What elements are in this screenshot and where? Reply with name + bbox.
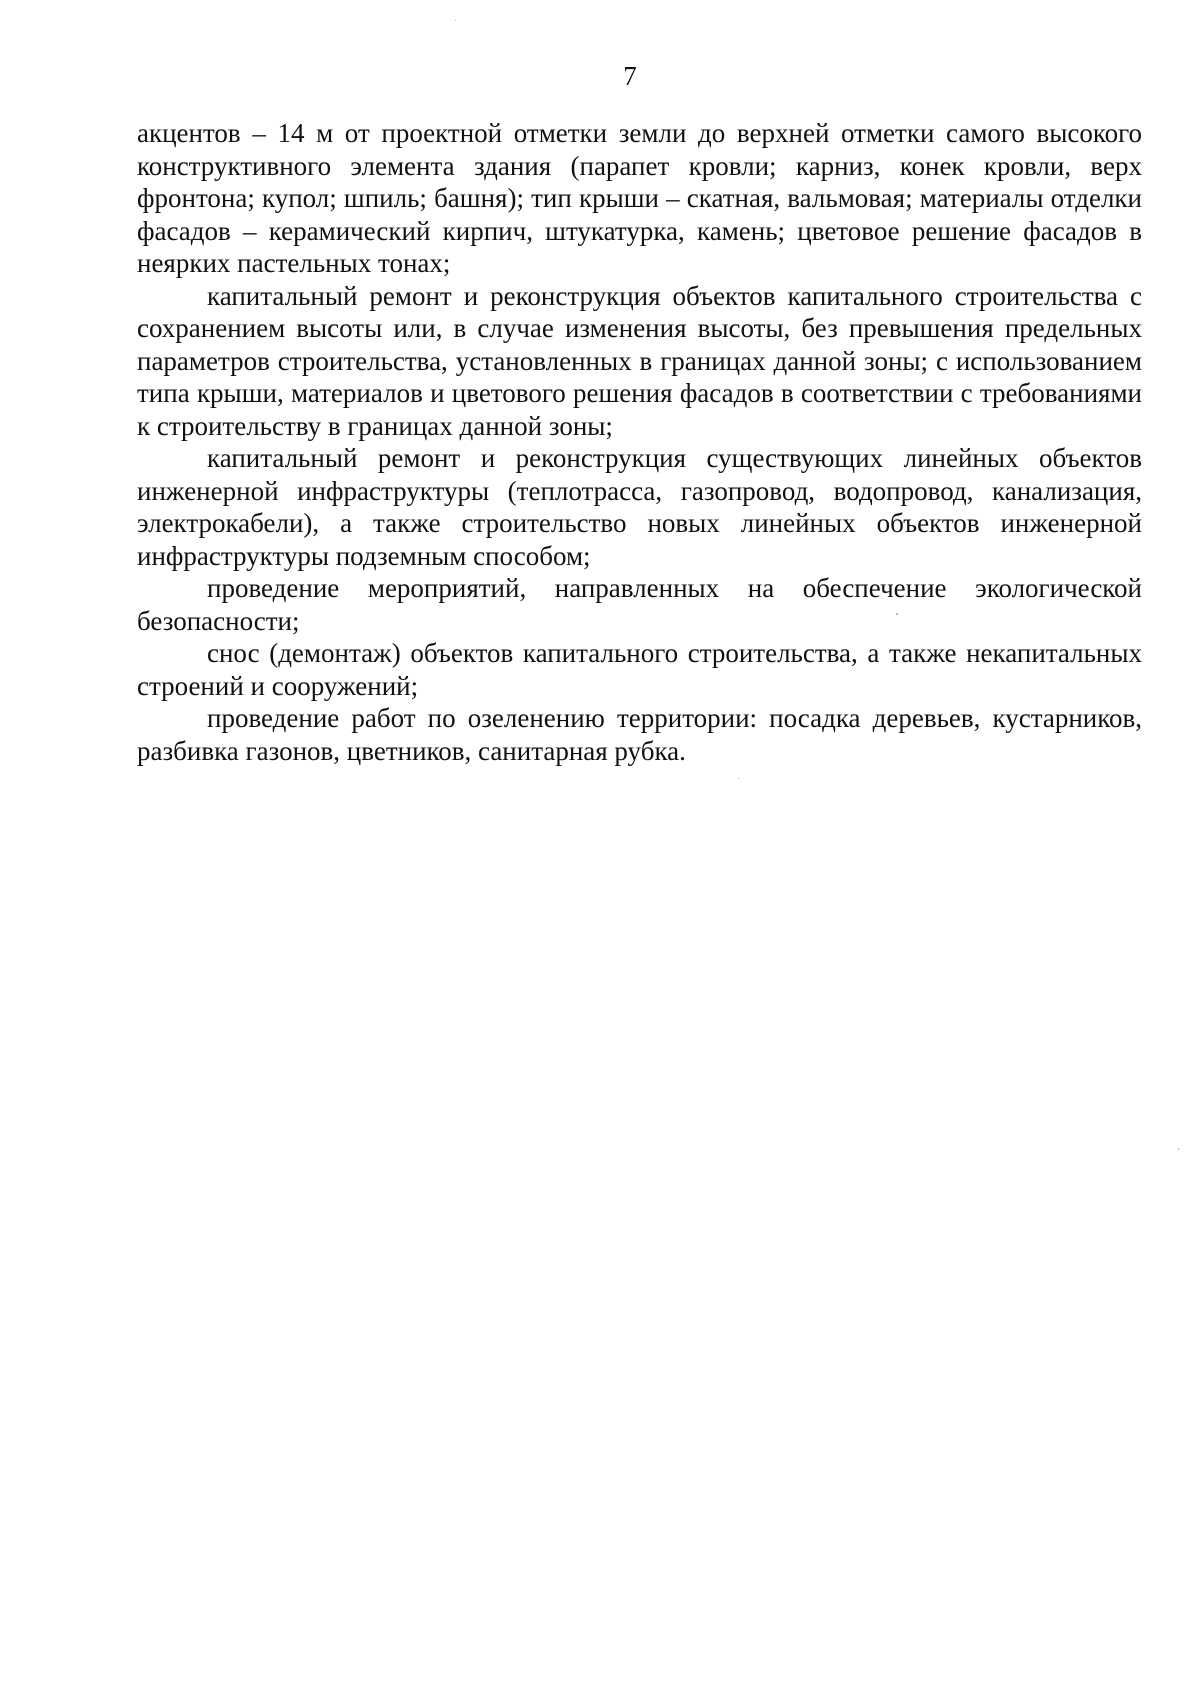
- scan-speck: [455, 20, 456, 21]
- paragraph-demolition: снос (демонтаж) объектов капитального строительства, а также некапитальных строений и сооружений;: [137, 638, 1142, 701]
- paragraph-capital-repair-buildings: капитальный ремонт и реконструкция объектов капитального строительства с сохранением высоты или, в случае изменения высоты, без превышения предельных параметров строительства, установленных в границах данной зоны; с использованием типа крыши, материалов и цветового решения фасадов в соответствии с требованиями к строительству в границах данной зоны;: [137, 280, 1142, 441]
- paragraph-continuation: акцентов – 14 м от проектной отметки земли до верхней отметки самого высокого конструктивного элемента здания (парапет кровли; карниз, конек кровли, верх фронтона; купол; шпиль; башня); тип крыши – скатная, вальмовая; материалы отделки фасадов – керамический кирпич, штукатурка, камень; цветовое решение фасадов в неярких пастельных тонах;: [137, 118, 1142, 278]
- document-body: [137, 117, 1142, 767]
- scan-speck: [1178, 1148, 1179, 1150]
- page-number: 7: [623, 61, 637, 91]
- paragraph-landscaping: проведение работ по озеленению территории: посадка деревьев, кустарников, разбивка газонов, цветников, санитарная рубка.: [137, 703, 1142, 766]
- scan-speck: [896, 613, 898, 615]
- paragraph-ecological-safety: проведение мероприятий, направленных на обеспечение экологической безопасности;: [137, 573, 1142, 636]
- scan-speck: [738, 778, 739, 779]
- paragraph-linear-infrastructure: капитальный ремонт и реконструкция существующих линейных объектов инженерной инфраструктуры (теплотрасса, газопровод, водопровод, канализация, электрокабели), а также строительство новых линейных объектов инженерной инфраструктуры подземным способом;: [137, 443, 1142, 571]
